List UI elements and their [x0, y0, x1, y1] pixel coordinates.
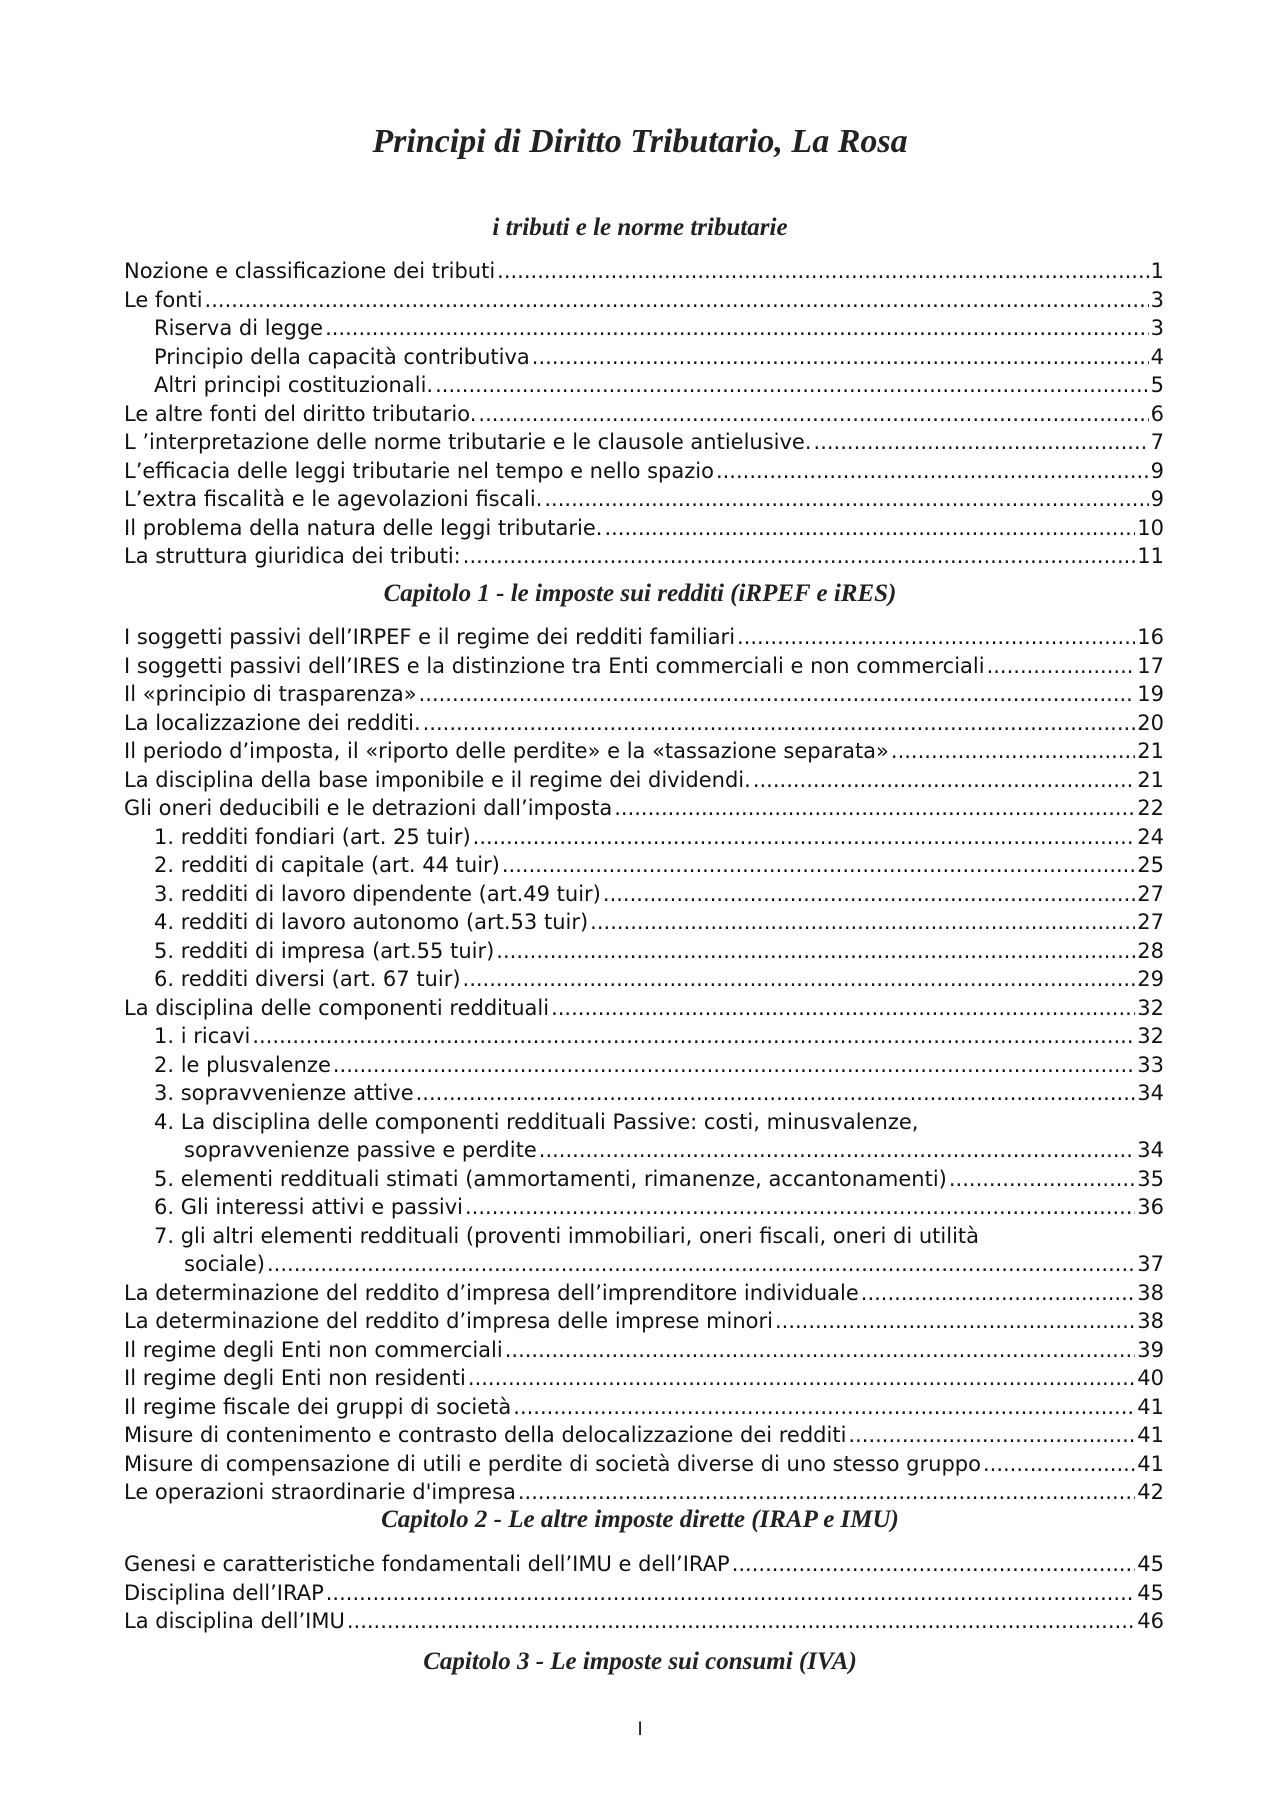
dot-leader	[983, 1450, 1135, 1479]
toc-entry-title: Riserva di legge	[154, 316, 324, 340]
toc-entry-page: 45	[1137, 1552, 1164, 1576]
section-heading: i tributi e le norme tributarie	[492, 214, 788, 241]
toc-entry[interactable]	[124, 457, 1164, 486]
toc-entry-page: 17	[1137, 653, 1164, 678]
toc-entry[interactable]	[124, 652, 1164, 681]
dot-leader	[987, 652, 1136, 681]
toc-entry-title: Disciplina dell’IRAP	[124, 1580, 324, 1605]
toc-entry[interactable]	[124, 1051, 1164, 1080]
toc-entry[interactable]	[124, 1550, 1164, 1579]
toc-entry[interactable]	[124, 542, 1164, 571]
toc-entry[interactable]	[124, 965, 1164, 994]
toc-entry-page: 7	[1150, 430, 1164, 454]
toc-entry-page: 9	[1150, 487, 1164, 511]
dot-leader	[478, 400, 1148, 429]
toc-entry-title: 2. redditi di capitale (art. 44 tuir)	[154, 853, 500, 877]
toc-entry-page: 38	[1137, 1280, 1164, 1305]
dot-leader	[814, 428, 1149, 457]
toc-entry-title: 3. sopravvenienze attive	[154, 1081, 414, 1105]
toc-entry-title: 2. le plusvalenze	[154, 1052, 331, 1077]
dot-leader	[423, 709, 1136, 738]
toc-section	[124, 623, 1164, 1507]
toc-entry-title: 6. redditi diversi (art. 67 tuir)	[154, 967, 461, 991]
dot-leader	[732, 1550, 1136, 1579]
dot-leader	[737, 623, 1135, 652]
toc-entry-title: Nozione e classificazione dei tributi	[124, 259, 496, 283]
toc-entry-title: Le fonti	[124, 287, 203, 312]
toc-entry[interactable]	[124, 257, 1164, 286]
toc-entry[interactable]	[124, 1022, 1164, 1051]
toc-entry-page: 24	[1137, 824, 1164, 849]
dot-leader	[544, 485, 1148, 514]
toc-entry-page: 10	[1137, 515, 1164, 540]
toc-entry-page: 9	[1150, 458, 1164, 483]
toc-entry-page: 45	[1137, 1580, 1164, 1605]
toc-entry-page: 37	[1137, 1252, 1164, 1276]
dot-leader	[603, 880, 1135, 909]
toc-entry[interactable]	[124, 1393, 1164, 1422]
toc-entry-title: I soggetti passivi dell’IRPEF e il regime dei redditi familiari	[124, 625, 736, 649]
toc-entry-title-continuation: sociale)	[184, 1252, 265, 1276]
toc-entry-page: 22	[1137, 796, 1164, 820]
dot-leader	[753, 766, 1135, 795]
section-heading: Capitolo 1 - le imposte sui redditi (iRPEF e iRES)	[383, 580, 897, 607]
toc-entry[interactable]	[124, 286, 1164, 315]
dot-leader	[463, 542, 1136, 571]
toc-entry[interactable]	[124, 514, 1164, 543]
dot-leader	[891, 737, 1135, 766]
section-heading: Capitolo 3 - Le imposte sui consumi (IVA)	[423, 1648, 857, 1675]
toc-entry-page: 27	[1137, 910, 1164, 934]
toc-entry[interactable]	[124, 1108, 1164, 1165]
toc-entry[interactable]	[124, 343, 1164, 372]
toc-entry-page: 41	[1137, 1423, 1164, 1447]
toc-entry-title: La localizzazione dei redditi.	[124, 710, 421, 735]
toc-section	[124, 257, 1164, 571]
dot-leader	[604, 514, 1135, 543]
toc-entry[interactable]	[124, 314, 1164, 343]
toc-entry-page: 27	[1137, 881, 1164, 906]
toc-entry-title: Misure di contenimento e contrasto della delocalizzazione dei redditi	[124, 1423, 847, 1447]
page-number: I	[637, 1718, 643, 1740]
section-heading: Capitolo 2 - Le altre imposte dirette (IRAP e IMU)	[381, 1506, 899, 1533]
dot-leader	[949, 1165, 1135, 1194]
dot-leader	[505, 1336, 1136, 1365]
toc-entry-page: 20	[1137, 710, 1164, 735]
toc-entry-title: 3. redditi di lavoro dipendente (art.49 tuir)	[154, 881, 601, 906]
toc-entry-page: 32	[1137, 995, 1164, 1020]
toc-entry-page: 19	[1137, 682, 1164, 706]
toc-entry-title: Il regime degli Enti non residenti	[124, 1366, 466, 1390]
dot-leader	[419, 680, 1136, 709]
dot-leader	[614, 794, 1135, 823]
toc-entry-title: Il periodo d’imposta, il «riporto delle perdite» e la «tassazione separata»	[124, 739, 889, 763]
toc-entry-title: La disciplina delle componenti reddituali	[124, 995, 550, 1020]
toc-entry-page: 21	[1137, 767, 1164, 792]
toc-entry[interactable]	[124, 1579, 1164, 1608]
toc-entry-page: 38	[1137, 1309, 1164, 1333]
toc-entry-page: 42	[1137, 1480, 1164, 1504]
toc-entry[interactable]	[124, 1364, 1164, 1393]
dot-leader	[861, 1279, 1136, 1308]
toc-entry-page: 35	[1137, 1166, 1164, 1191]
toc-entry-title: Il regime degli Enti non commerciali	[124, 1337, 503, 1362]
toc-entry-title-continuation: sopravvenienze passive e perdite	[184, 1138, 537, 1162]
dot-leader	[347, 1607, 1135, 1636]
toc-entry[interactable]	[124, 428, 1164, 457]
dot-leader	[463, 965, 1136, 994]
toc-entry-title: 7. gli altri elementi reddituali (proventi immobiliari, oneri fiscali, oneri di utilità	[154, 1223, 980, 1248]
dot-leader	[539, 1136, 1136, 1165]
toc-entry[interactable]	[124, 1079, 1164, 1108]
toc-entry-title: La disciplina della base imponibile e il regime dei dividendi.	[124, 767, 751, 792]
toc-entry[interactable]	[124, 937, 1164, 966]
toc-entry-page: 5	[1150, 373, 1164, 397]
toc-entry[interactable]	[124, 1307, 1164, 1336]
toc-entry-title: Le operazioni straordinarie d'impresa	[124, 1480, 516, 1504]
toc-entry[interactable]	[124, 485, 1164, 514]
toc-entry-title: L’extra fiscalità e le agevolazioni fiscali.	[124, 487, 543, 511]
toc-entry[interactable]	[124, 908, 1164, 937]
document-title: Principi di Diritto Tributario, La Rosa	[372, 123, 908, 160]
toc-entry-page: 41	[1137, 1451, 1164, 1476]
toc-entry-title: I soggetti passivi dell’IRES e la distinzione tra Enti commerciali e non commerciali	[124, 653, 985, 678]
toc-entry-title: La determinazione del reddito d’impresa delle imprese minori	[124, 1309, 773, 1333]
toc-entry-title: Il regime fiscale dei gruppi di società	[124, 1394, 512, 1419]
toc-entry-title: 6. Gli interessi attivi e passivi	[154, 1195, 463, 1219]
dot-leader	[473, 823, 1136, 852]
toc-entry[interactable]	[124, 1478, 1164, 1507]
toc-entry[interactable]	[124, 371, 1164, 400]
toc-entry-page: 4	[1150, 344, 1164, 369]
toc-entry-title: Gli oneri deducibili e le detrazioni dall’imposta	[124, 796, 613, 820]
dot-leader	[416, 1079, 1136, 1108]
dot-leader	[465, 1193, 1135, 1222]
toc-entry-title: 5. redditi di impresa (art.55 tuir)	[154, 938, 495, 963]
toc-entry-title: La struttura giuridica dei tributi:	[124, 544, 461, 568]
toc-entry-page: 21	[1137, 739, 1164, 763]
toc-entry-title: 4. La disciplina delle componenti reddituali Passive: costi, minusvalenze,	[154, 1109, 919, 1134]
toc-entry-page: 39	[1137, 1337, 1164, 1362]
toc-entry-title: La determinazione del reddito d’impresa dell’imprenditore individuale	[124, 1280, 859, 1305]
toc-entry[interactable]	[124, 1607, 1164, 1636]
toc-entry-page: 11	[1137, 544, 1164, 568]
toc-entry[interactable]	[124, 1193, 1164, 1222]
dot-leader	[267, 1250, 1135, 1279]
toc-entry[interactable]	[124, 880, 1164, 909]
toc-entry-title: Le altre fonti del diritto tributario.	[124, 401, 477, 426]
toc-entry-title: Principio della capacità contributiva	[154, 344, 530, 369]
toc-entry[interactable]	[124, 823, 1164, 852]
toc-entry[interactable]	[124, 400, 1164, 429]
toc-section	[124, 1550, 1164, 1636]
dot-leader	[502, 851, 1135, 880]
toc-entry-title: Il «principio di trasparenza»	[124, 682, 417, 706]
toc-entry-title: Il problema della natura delle leggi tributarie.	[124, 515, 603, 540]
toc-entry-page: 29	[1137, 967, 1164, 991]
dot-leader	[775, 1307, 1135, 1336]
dot-leader	[497, 257, 1148, 286]
dot-leader	[326, 1579, 1136, 1608]
toc-entry[interactable]	[124, 680, 1164, 709]
toc-entry-page: 1	[1150, 259, 1164, 283]
toc-entry-page: 41	[1137, 1394, 1164, 1419]
dot-leader	[435, 371, 1149, 400]
dot-leader	[848, 1421, 1135, 1450]
toc-entry-title: 1. i ricavi	[154, 1024, 251, 1048]
toc-entry-title: 4. redditi di lavoro autonomo (art.53 tuir)	[154, 910, 589, 934]
dot-leader	[518, 1478, 1135, 1507]
toc-entry[interactable]	[124, 1222, 1164, 1279]
dot-leader	[590, 908, 1135, 937]
toc-entry[interactable]	[124, 766, 1164, 795]
toc-entry-page: 46	[1137, 1609, 1164, 1633]
toc-entry[interactable]	[124, 1336, 1164, 1365]
toc-entry-page: 25	[1137, 853, 1164, 877]
toc-entry-title: Genesi e caratteristiche fondamentali dell’IMU e dell’IRAP	[124, 1552, 730, 1576]
toc-entry[interactable]	[124, 623, 1164, 652]
dot-leader	[333, 1051, 1135, 1080]
toc-entry-title: La disciplina dell’IMU	[124, 1609, 345, 1633]
toc-entry[interactable]	[124, 1165, 1164, 1194]
toc-entry-page: 28	[1137, 938, 1164, 963]
dot-leader	[513, 1393, 1135, 1422]
dot-leader	[205, 286, 1149, 315]
toc-entry-title: Misure di compensazione di utili e perdite di società diverse di uno stesso gruppo	[124, 1451, 981, 1476]
toc-entry-page: 36	[1137, 1195, 1164, 1219]
toc-entry-title: L’efficacia delle leggi tributarie nel tempo e nello spazio	[124, 458, 714, 483]
toc-entry[interactable]	[124, 851, 1164, 880]
toc-entry-page: 3	[1150, 316, 1164, 340]
toc-entry[interactable]	[124, 1450, 1164, 1479]
toc-entry[interactable]	[124, 794, 1164, 823]
toc-entry[interactable]	[124, 994, 1164, 1023]
dot-leader	[468, 1364, 1135, 1393]
toc-entry-page: 32	[1137, 1024, 1164, 1048]
toc-entry-title: L ’interpretazione delle norme tributarie e le clausole antielusive.	[124, 430, 812, 454]
toc-entry-page: 16	[1137, 625, 1164, 649]
toc-entry-page: 33	[1137, 1052, 1164, 1077]
toc-entry-page: 3	[1150, 287, 1164, 312]
toc-entry-page: 34	[1137, 1138, 1164, 1162]
toc-entry[interactable]	[124, 1279, 1164, 1308]
toc-entry-title: Altri principi costituzionali.	[154, 373, 434, 397]
toc-entry-title: 1. redditi fondiari (art. 25 tuir)	[154, 824, 471, 849]
toc-entry-page: 6	[1150, 401, 1164, 426]
dot-leader	[252, 1022, 1135, 1051]
dot-leader	[496, 937, 1135, 966]
toc-entry[interactable]	[124, 737, 1164, 766]
toc-entry-page: 40	[1137, 1366, 1164, 1390]
dot-leader	[532, 343, 1149, 372]
dot-leader	[325, 314, 1149, 343]
dot-leader	[716, 457, 1149, 486]
toc-entry[interactable]	[124, 709, 1164, 738]
dot-leader	[551, 994, 1135, 1023]
toc-entry[interactable]	[124, 1421, 1164, 1450]
toc-entry-page: 34	[1137, 1081, 1164, 1105]
toc-entry-title: 5. elementi reddituali stimati (ammortamenti, rimanenze, accantonamenti)	[154, 1166, 947, 1191]
